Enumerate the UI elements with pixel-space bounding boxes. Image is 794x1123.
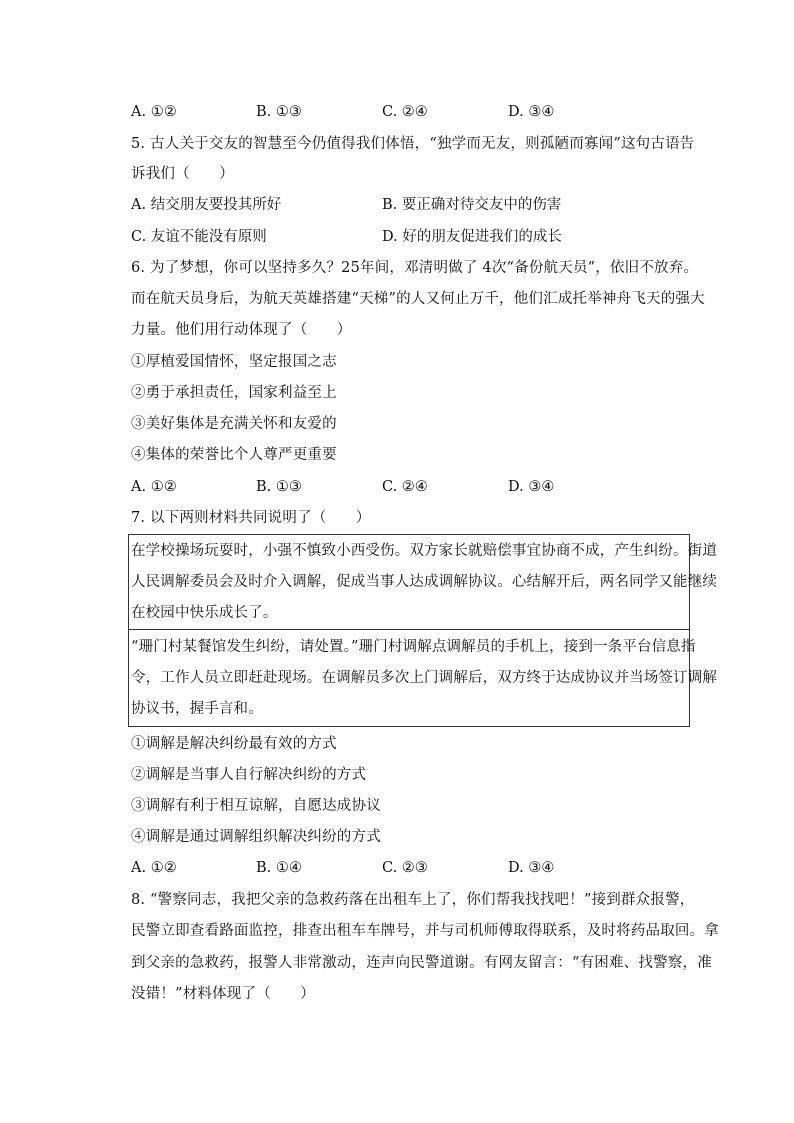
q5-option-c: C. 友谊不能没有原则 (131, 229, 267, 245)
q8-stem-line1: 8. “警察同志，我把父亲的急救药落在出租车上了，你们帮我找找吧！”接到群众报警， (131, 892, 695, 908)
q7-option-c: C. ②③ (382, 860, 428, 876)
q7-statement-2: ②调解是当事人自行解决纠纷的方式 (131, 767, 367, 783)
q7-statement-4: ④调解是通过调解组织解决纠纷的方式 (131, 829, 381, 845)
q7-option-b: B. ①④ (256, 860, 302, 876)
q6-statement-3: ③美好集体是充满关怀和友爱的 (131, 416, 337, 432)
q5-options-row1 (131, 195, 671, 215)
q4-option-a: A. ①② (131, 104, 177, 120)
q6-stem-line3: 力量。他们用行动体现了（ ） (131, 322, 352, 338)
q4-option-d: D. ③④ (508, 104, 555, 120)
q5-stem-line2: 诉我们（ ） (131, 166, 234, 182)
q4-option-c: C. ②④ (382, 104, 428, 120)
q7-stem: 7. 以下两则材料共同说明了（ ） (131, 510, 371, 526)
q7-material2-line2: 令，工作人员立即赶赴现场。在调解员多次上门调解后，双方终于达成协议并当场签订调解 (131, 670, 717, 686)
q4-option-b: B. ①③ (256, 104, 302, 120)
q7-material1-line3: 在校园中快乐成长了。 (131, 605, 278, 621)
q5-option-b: B. 要正确对待交友中的伤害 (382, 197, 562, 213)
q7-options (131, 858, 671, 878)
q6-option-c: C. ②④ (382, 479, 428, 495)
q7-material1-line1: 在学校操场玩耍时，小强不慎致小西受伤。双方家长就赔偿事宜协商不成，产生纠纷。街道 (131, 543, 717, 559)
q7-material1-line2: 人民调解委员会及时介入调解，促成当事人达成调解协议。心结解开后，两名同学又能继续 (131, 574, 717, 590)
q4-options (131, 102, 671, 122)
q6-statement-4: ④集体的荣誉比个人尊严更重要 (131, 447, 337, 463)
q7-material2-line1: “珊门村某餐馆发生纠纷，请处置。”珊门村调解点调解员的手机上，接到一条平台信息指 (131, 639, 696, 655)
q6-statement-2: ②勇于承担责任，国家利益至上 (131, 385, 337, 401)
q6-statement-1: ①厚植爱国情怀，坚定报国之志 (131, 354, 337, 370)
q6-option-a: A. ①② (131, 479, 177, 495)
q7-option-d: D. ③④ (508, 860, 555, 876)
q8-stem-line3: 到父亲的急救药，报警人非常激动，连声向民警道谢。有网友留言：“有困难、找警察，准 (131, 955, 712, 971)
q7-material2-line3: 协议书，握手言和。 (131, 701, 263, 717)
q6-options (131, 477, 671, 497)
q6-stem-line1: 6. 为了梦想，你可以坚持多久？25年间，邓清明做了 4次“备份航天员”，依旧不放弃。 (131, 260, 699, 276)
q7-option-a: A. ①② (131, 860, 177, 876)
q6-option-d: D. ③④ (508, 479, 555, 495)
q5-options-row2 (131, 227, 671, 247)
q7-statement-3: ③调解有利于相互谅解，自愿达成协议 (131, 798, 381, 814)
q5-option-a: A. 结交朋友要投其所好 (131, 197, 282, 213)
q7-materials-divider (128, 629, 690, 630)
q6-option-b: B. ①③ (256, 479, 302, 495)
q5-option-d: D. 好的朋友促进我们的成长 (382, 229, 562, 245)
q6-stem-line2: 而在航天员身后，为航天英雄搭建“天梯”的人又何止万千，他们汇成托举神舟飞天的强大 (131, 291, 705, 307)
q7-materials-box (128, 534, 717, 727)
q7-statement-1: ①调解是解决纠纷最有效的方式 (131, 736, 337, 752)
q8-stem-line4: 没错！”材料体现了（ ） (131, 986, 316, 1002)
q8-stem-line2: 民警立即查看路面监控，排查出租车车牌号，并与司机师傅取得联系，及时将药品取回。拿 (131, 923, 719, 939)
q5-stem-line1: 5. 古人关于交友的智慧至今仍值得我们体悟，“独学而无友，则孤陋而寡闻”这句古语告 (131, 136, 695, 152)
